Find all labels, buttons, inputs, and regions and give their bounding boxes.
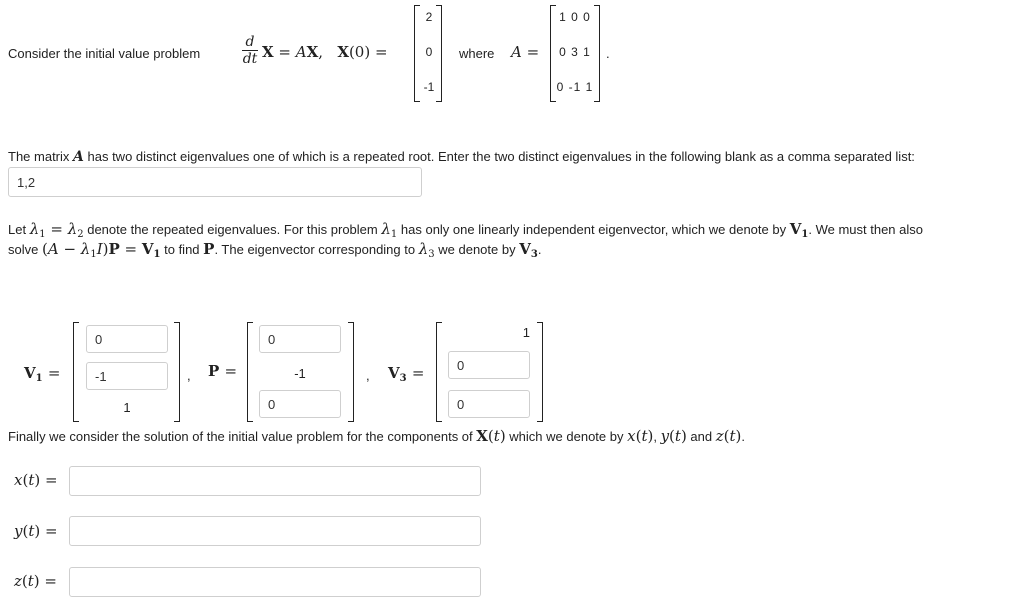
problem-intro: Consider the initial value problem [8, 46, 201, 61]
a-equals: A = [511, 43, 540, 61]
p-entry-1[interactable] [259, 325, 341, 353]
v1-entry-3: 1 [123, 400, 131, 415]
p-entry-2: -1 [294, 366, 306, 381]
ode-equation: X = AX, X(0) = [262, 43, 388, 61]
v1-entry-1[interactable] [86, 325, 168, 353]
v3-entry-1: 1 [522, 325, 530, 340]
x0-entry: -1 [423, 80, 435, 94]
q2-line1: Let $\lambda_1 = \lambda_2$ denote the repeated eigenvalues. For this problem $\lambda_1$ has only one linearly independent eigenvector, which we denote by $V_1$. We must then also [8, 220, 923, 240]
comma: , [187, 368, 191, 383]
ddt-fraction: d dt [242, 34, 258, 67]
v3-label: $V_3$ = [388, 364, 425, 384]
v3-entry-2[interactable] [448, 351, 530, 379]
q1-text: The matrix A has two distinct eigenvalues one of which is a repeated root. Enter the two distinct eigenvalues in the following blank as a comma separated list: [8, 149, 915, 165]
z-solution-input[interactable] [69, 567, 481, 597]
p-entry-3[interactable] [259, 390, 341, 418]
p-label: P = [208, 362, 238, 380]
y-label: y(t) = [14, 522, 58, 540]
x0-entry: 0 [425, 45, 433, 59]
v1-label: $V_1$ = [24, 364, 61, 384]
period: . [606, 46, 610, 61]
x-solution-input[interactable] [69, 466, 481, 496]
y-solution-input[interactable] [69, 516, 481, 546]
q2-line2: solve $(A - \lambda_1I)P = V_1$ to find P. The eigenvector corresponding to $\lambda_3$ we denote by $V_3$. [8, 240, 542, 260]
comma: , [366, 368, 370, 383]
eigenvalues-input[interactable] [8, 167, 422, 197]
q3-text: Finally we consider the solution of the initial value problem for the components of X(t) which we denote by x(t), y(t) and z(t). [8, 427, 746, 445]
v1-entry-2[interactable] [86, 362, 168, 390]
z-label: z(t) = [14, 572, 57, 590]
x-label: x(t) = [14, 471, 58, 489]
matrix-a-row: 0 -1 1 [556, 80, 594, 94]
v3-entry-3[interactable] [448, 390, 530, 418]
x0-entry: 2 [425, 10, 433, 24]
where-label: where [459, 46, 495, 61]
matrix-a-row: 0 3 1 [559, 45, 591, 59]
matrix-a-row: 1 0 0 [559, 10, 591, 24]
